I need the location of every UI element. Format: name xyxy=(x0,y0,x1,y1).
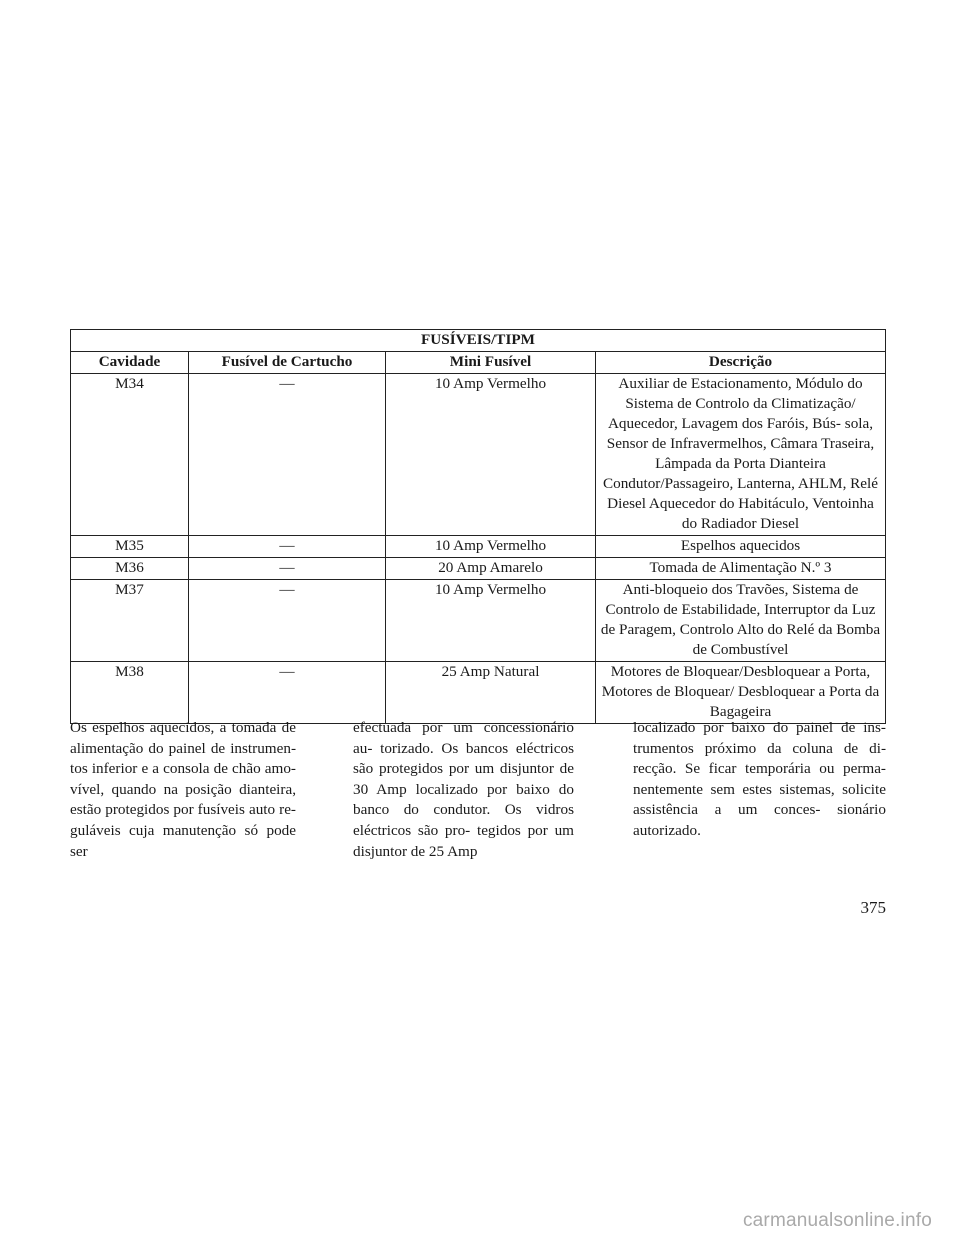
cartridge-cell: — xyxy=(189,558,386,580)
mini-fuse-cell: 10 Amp Vermelho xyxy=(386,536,596,558)
cartridge-cell: — xyxy=(189,580,386,662)
body-paragraph-column-1: Os espelhos aquecidos, a tomada de alimentação do painel de instrumen- tos inferior e a consola de chão amo- vível, quando na posição dianteira, estão protegidos por fusíveis auto re- guláveis cuja manutenção só pode ser xyxy=(70,719,296,860)
table-row xyxy=(71,374,886,536)
header-mini-fuse: Mini Fusível xyxy=(386,352,596,374)
cavity-cell: M36 xyxy=(71,558,189,580)
cavity-cell: M35 xyxy=(71,536,189,558)
cavity-cell: M38 xyxy=(71,662,189,724)
mini-fuse-cell: 25 Amp Natural xyxy=(386,662,596,724)
description-cell: Espelhos aquecidos xyxy=(596,536,886,558)
cartridge-cell: — xyxy=(189,662,386,724)
table-header-row xyxy=(71,352,886,374)
header-description: Descrição xyxy=(596,352,886,374)
cavity-cell: M34 xyxy=(71,374,189,536)
table-row xyxy=(71,662,886,724)
cartridge-cell: — xyxy=(189,374,386,536)
cartridge-cell: — xyxy=(189,536,386,558)
table-title-row xyxy=(71,330,886,352)
header-cartridge-fuse: Fusível de Cartucho xyxy=(189,352,386,374)
table-title: FUSÍVEIS/TIPM xyxy=(71,330,886,352)
description-cell: Anti-bloqueio dos Travões, Sistema de Controlo de Estabilidade, Interruptor da Luz de Paragem, Controlo Alto do Relé da Bomba de Combustível xyxy=(596,580,886,662)
body-paragraph-column-2: efectuada por um concessionário au- torizado. Os bancos eléctricos são protegidos por um disjuntor de 30 Amp localizado por baixo do banco do condutor. Os vidros eléctricos são pro- tegidos por um disjuntor de 25 Amp xyxy=(353,719,574,860)
fuse-table xyxy=(70,329,886,724)
header-cavity: Cavidade xyxy=(71,352,189,374)
page-number: 375 xyxy=(860,898,886,917)
table-row xyxy=(71,580,886,662)
watermark: carmanualsonline.info xyxy=(742,1210,932,1231)
table-row xyxy=(71,536,886,558)
body-paragraph-column-3: localizado por baixo do painel de ins- trumentos próximo da coluna de di- recção. Se ficar temporária ou perma- nentemente sem estes sistemas, solicite assistência a um conces- sionário autorizado. xyxy=(633,719,886,839)
description-cell: Tomada de Alimentação N.º 3 xyxy=(596,558,886,580)
table-row xyxy=(71,558,886,580)
description-cell: Motores de Bloquear/Desbloquear a Porta, Motores de Bloquear/ Desbloquear a Porta da Bagageira xyxy=(596,662,886,724)
mini-fuse-cell: 10 Amp Vermelho xyxy=(386,374,596,536)
description-cell: Auxiliar de Estacionamento, Módulo do Sistema de Controlo da Climatização/ Aquecedor, Lavagem dos Faróis, Bús- sola, Sensor de Infravermelhos, Câmara Traseira, Lâmpada da Porta Dianteira Condutor/Passageiro, Lanterna, AHLM, Relé Diesel Aquecedor do Habitáculo, Ventoinha do Radiador Diesel xyxy=(596,374,886,536)
cavity-cell: M37 xyxy=(71,580,189,662)
mini-fuse-cell: 10 Amp Vermelho xyxy=(386,580,596,662)
mini-fuse-cell: 20 Amp Amarelo xyxy=(386,558,596,580)
